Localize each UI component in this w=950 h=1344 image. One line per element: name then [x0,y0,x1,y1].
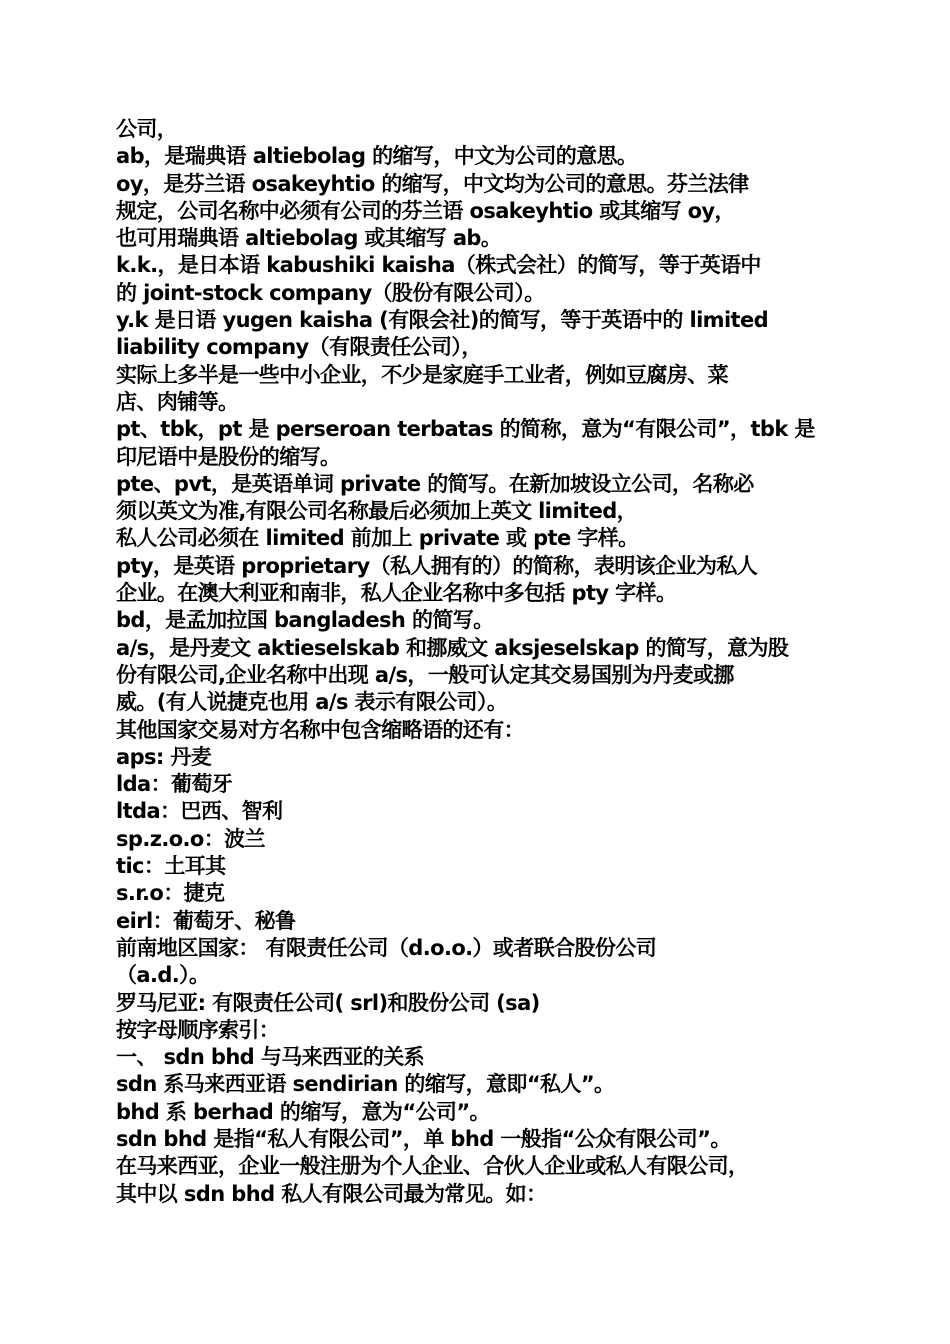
text-line: 一、 sdn bhd 与马来西亚的关系 [116,1045,425,1070]
text-line: 按字母顺序索引： [116,1017,280,1042]
text-line: 在马来西亚，企业一般注册为个人企业、合伙人企业或私人有限公司， [116,1154,749,1179]
text-line: 公司， [116,117,178,141]
text-line: k.k.，是日本语 kabushiki kaisha（株式会社）的简写，等于英语中 [116,253,761,278]
text-line: lda：葡萄牙 [116,772,233,797]
text-line: 也可用瑞典语 altiebolag 或其缩写 ab。 [116,226,502,251]
text-line: 威。(有人说捷克也用 a/s 表示有限公司）。 [116,690,508,715]
text-line: ltda：巴西、智利 [116,799,283,824]
text-line: pte、pvt，是英语单词 private 的简写。在新加坡设立公司，名称必 [116,471,754,496]
text-line: sdn bhd 是指“私人有限公司”，单 bhd 一般指“公众有限公司”。 [116,1126,731,1151]
text-line: ab，是瑞典语 altiebolag 的缩写，中文为公司的意思。 [116,144,638,169]
text-line: pty，是英语 proprietary（私人拥有的）的简称，表明该企业为私人 [116,553,758,578]
text-line: liability company（有限责任公司）， [116,335,482,360]
text-line: 的 joint-stock company（股份有限公司）。 [116,280,545,305]
text-line: bd，是孟加拉国 bangladesh 的简写。 [116,608,494,633]
text-line: eirl：葡萄牙、秘鲁 [116,908,296,933]
text-line: a/s，是丹麦文 aktieselskab 和挪威文 aksjeselskap 的简写，意为股 [116,635,789,660]
text-line: 规定，公司名称中必须有公司的芬兰语 osakeyhtio 或其缩写 oy， [116,198,735,223]
text-line: 企业。在澳大利亚和南非，私人企业名称中多包括 pty 字样。 [116,581,677,606]
text-line: 须以英文为准,有限公司名称最后必须加上英文 limited， [116,499,638,524]
text-line: sdn 系马来西亚语 sendirian 的缩写，意即“私人”。 [116,1072,615,1097]
text-line: bhd 系 berhad 的缩写，意为“公司”。 [116,1099,490,1124]
text-line: s.r.o：捷克 [116,881,225,906]
text-line: oy，是芬兰语 osakeyhtio 的缩写，中文均为公司的意思。芬兰法律 [116,171,749,196]
text-line: sp.z.o.o：波兰 [116,826,265,851]
text-line: 罗马尼亚: 有限责任公司( srl)和股份公司 (sa) [116,990,540,1015]
text-line: （a.d.）。 [116,963,210,988]
text-line: tic：土耳其 [116,854,226,879]
text-line: 私人公司必须在 limited 前加上 private 或 pte 字样。 [116,526,639,551]
text-line: pt、tbk，pt 是 perseroan terbatas 的简称，意为“有限公司”，tbk 是 [116,417,815,442]
text-line: 店、肉铺等。 [116,389,239,414]
text-line: 印尼语中是股份的缩写。 [116,444,341,469]
text-line: 实际上多半是一些中小企业，不少是家庭手工业者，例如豆腐房、菜 [116,362,728,387]
text-line: aps: 丹麦 [116,744,212,769]
text-line: 其中以 sdn bhd 私人有限公司最为常见。如： [116,1181,547,1206]
text-line: 前南地区国家： 有限责任公司（d.o.o.）或者联合股份公司 [116,935,657,960]
text-line: y.k 是日语 yugen kaisha (有限会社)的简写，等于英语中的 limited [116,308,769,333]
text-line: 其他国家交易对方名称中包含缩略语的还有： [116,717,524,742]
text-line: 份有限公司,企业名称中出现 a/s，一般可认定其交易国别为丹麦或挪 [116,662,734,687]
document-body [116,116,856,1208]
